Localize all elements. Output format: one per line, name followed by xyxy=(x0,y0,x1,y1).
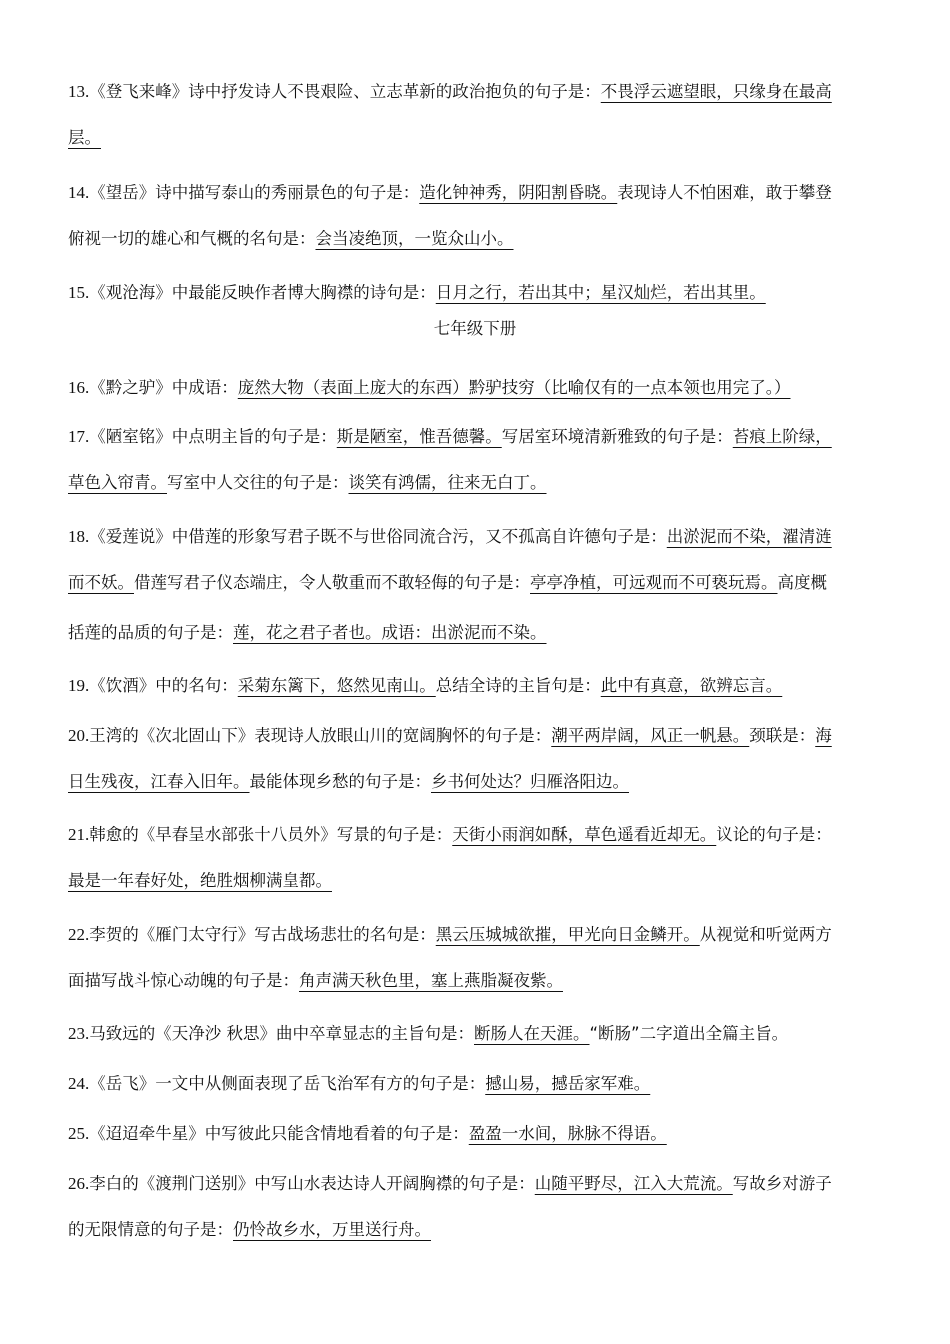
question-number: 13. xyxy=(68,82,90,101)
question-text: 从视觉和听觉两方 xyxy=(699,925,832,944)
question-text: 颈联是： xyxy=(749,726,816,745)
answer-text: 黑云压城城欲摧，甲光向日金鳞开。 xyxy=(435,925,700,944)
question-number: 20. xyxy=(68,726,90,745)
question-text: 写故乡对游子 xyxy=(732,1174,832,1193)
text-line-l16 xyxy=(68,376,888,400)
text-line-l18c xyxy=(68,621,888,645)
question-number: 23. xyxy=(68,1024,90,1043)
text-line-l21b xyxy=(68,869,888,893)
question-text: 《登飞来峰》诗中抒发诗人不畏艰险、立志革新的政治抱负的句子是： xyxy=(89,82,601,101)
text-line-l25 xyxy=(68,1122,888,1146)
answer-text: 断肠人在天涯。 xyxy=(474,1024,590,1043)
answer-text: 庞然大物（表面上庞大的东西）黔驴技穷（比喻仅有的一点本领也用完了。） xyxy=(237,378,791,397)
question-text: 《迢迢牵牛星》中写彼此只能含情地看着的句子是： xyxy=(89,1124,469,1143)
text-line-l20a xyxy=(68,724,888,748)
answer-text: 仍怜故乡水，万里送行舟。 xyxy=(233,1220,431,1239)
answer-text: 莲，花之君子者也。成语：出淤泥而不染。 xyxy=(233,623,547,642)
question-number: 24. xyxy=(68,1074,90,1093)
question-text: 马致远的《天净沙 秋思》曲中卒章显志的主旨句是： xyxy=(89,1024,474,1043)
question-text: 写室中人交往的句子是： xyxy=(167,473,349,492)
text-line-l17b xyxy=(68,471,888,495)
text-line-l26b xyxy=(68,1218,888,1242)
answer-text: 盈盈一水间，脉脉不得语。 xyxy=(468,1124,667,1143)
question-text: 韩愈的《早春呈水部张十八员外》写景的句子是： xyxy=(89,825,453,844)
answer-text: 亭亭净植，可远观而不可亵玩焉。 xyxy=(530,573,778,592)
question-text: 借莲写君子仪态端庄，令人敬重而不敢轻侮的句子是： xyxy=(134,573,530,592)
question-text: 《望岳》诗中描写泰山的秀丽景色的句子是： xyxy=(89,183,420,202)
question-number: 16. xyxy=(68,378,90,397)
text-line-l13a xyxy=(68,80,888,104)
question-text: 括莲的品质的句子是： xyxy=(68,623,233,642)
question-text: 《爱莲说》中借莲的形象写君子既不与世俗同流合污，又不孤高自许德句子是： xyxy=(89,527,667,546)
question-number: 26. xyxy=(68,1174,90,1193)
question-text: 面描写战斗惊心动魄的句子是： xyxy=(68,971,299,990)
answer-text: 谈笑有鸿儒，往来无白丁。 xyxy=(348,473,547,492)
question-text: 李白的《渡荆门送别》中写山水表达诗人开阔胸襟的句子是： xyxy=(89,1174,535,1193)
question-text: 王湾的《次北固山下》表现诗人放眼山川的宽阔胸怀的句子是： xyxy=(89,726,552,745)
answer-text: 不畏浮云遮望眼，只缘身在最高 xyxy=(600,82,832,101)
text-line-l17a xyxy=(68,425,888,449)
question-text: 李贺的《雁门太守行》写古战场悲壮的名句是： xyxy=(89,925,436,944)
answer-text: 层。 xyxy=(68,128,101,147)
answer-text: 会当凌绝顶，一览众山小。 xyxy=(315,229,514,248)
answer-text: 撼山易，撼岳家军难。 xyxy=(485,1074,651,1093)
question-text: 高度概 xyxy=(777,573,827,592)
text-line-l21a xyxy=(68,823,888,847)
answer-text: 斯是陋室，惟吾德馨。 xyxy=(336,427,502,446)
question-text: 《岳飞》一文中从侧面表现了岳飞治军有方的句子是： xyxy=(89,1074,486,1093)
text-line-l15 xyxy=(68,281,888,305)
answer-text: 此中有真意，欲辨忘言。 xyxy=(600,676,783,695)
text-line-l14a xyxy=(68,181,888,205)
answer-text: 乡书何处达？归雁洛阳边。 xyxy=(431,772,629,791)
question-text: 总结全诗的主旨句是： xyxy=(435,676,601,695)
question-number: 17. xyxy=(68,427,90,446)
answer-text: 潮平两岸阔，风正一帆悬。 xyxy=(551,726,750,745)
answer-text: 山随平野尽，江入大荒流。 xyxy=(534,1174,733,1193)
text-line-l18b xyxy=(68,571,888,595)
text-line-l18a xyxy=(68,525,888,549)
question-text: 议论的句子是： xyxy=(716,825,832,844)
answer-text: 而不妖。 xyxy=(68,573,134,592)
answer-text: 采菊东篱下，悠然见南山。 xyxy=(237,676,436,695)
answer-text: 最是一年春好处，绝胜烟柳满皇都。 xyxy=(68,871,332,890)
question-number: 19. xyxy=(68,676,90,695)
text-line-l13b xyxy=(68,126,888,150)
question-number: 15. xyxy=(68,283,90,302)
text-line-l26a xyxy=(68,1172,888,1196)
question-text: “断肠”二字道出全篇主旨。 xyxy=(589,1024,789,1043)
text-line-l24 xyxy=(68,1072,888,1096)
answer-text: 苔痕上阶绿， xyxy=(732,427,832,446)
text-line-l23 xyxy=(68,1022,888,1046)
text-line-l22a xyxy=(68,923,888,947)
answer-text: 天街小雨润如酥，草色遥看近却无。 xyxy=(452,825,717,844)
question-text: 《陋室铭》中点明主旨的句子是： xyxy=(89,427,337,446)
text-line-l14b xyxy=(68,227,888,251)
answer-text: 草色入帘青。 xyxy=(68,473,167,492)
answer-text: 角声满天秋色里，塞上燕脂凝夜紫。 xyxy=(299,971,563,990)
text-line-l20b xyxy=(68,770,888,794)
question-number: 18. xyxy=(68,527,90,546)
question-number: 21. xyxy=(68,825,90,844)
question-text: 《黔之驴》中成语： xyxy=(89,378,238,397)
question-text: 《观沧海》中最能反映作者博大胸襟的诗句是： xyxy=(89,283,436,302)
answer-text: 海 xyxy=(815,726,832,745)
answer-text: 出淤泥而不染，濯清涟 xyxy=(666,527,832,546)
question-text: 表现诗人不怕困难，敢于攀登 xyxy=(617,183,832,202)
text-line-l22b xyxy=(68,969,888,993)
question-number: 25. xyxy=(68,1124,90,1143)
question-number: 22. xyxy=(68,925,90,944)
answer-text: 日生残夜，江春入旧年。 xyxy=(68,772,250,791)
question-text: 最能体现乡愁的句子是： xyxy=(249,772,431,791)
question-text: 俯视一切的雄心和气概的名句是： xyxy=(68,229,316,248)
question-number: 14. xyxy=(68,183,90,202)
answer-text: 造化钟神秀，阴阳割昏晓。 xyxy=(419,183,618,202)
question-text: 的无限情意的句子是： xyxy=(68,1220,233,1239)
question-text: 写居室环境清新雅致的句子是： xyxy=(501,427,733,446)
text-line-l19 xyxy=(68,674,888,698)
section-heading: 七年级下册 xyxy=(433,319,517,338)
answer-text: 日月之行，若出其中；星汉灿烂，若出其里。 xyxy=(435,283,766,302)
question-text: 《饮酒》中的名句： xyxy=(89,676,238,695)
